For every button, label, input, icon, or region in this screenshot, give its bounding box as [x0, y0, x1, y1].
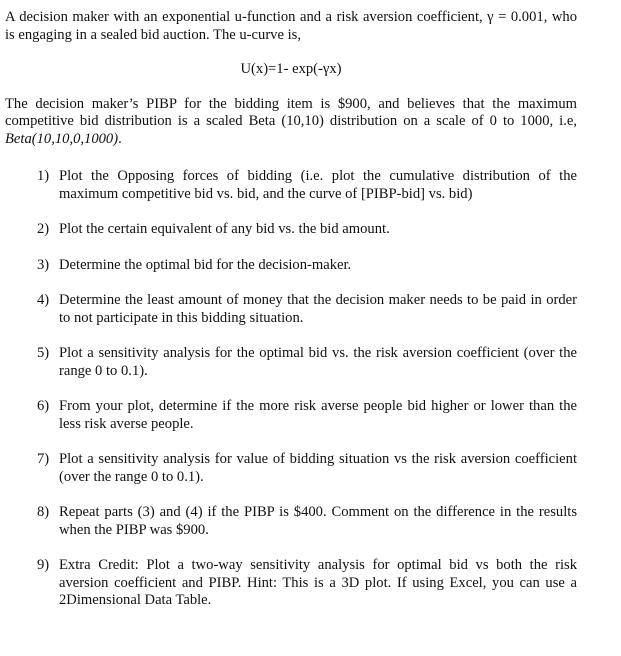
- question-item: [5, 504, 577, 539]
- question-text: From your plot, determine if the more risk averse people bid higher or lower than the less risk averse people.: [59, 398, 577, 432]
- question-item: [5, 257, 577, 275]
- question-text: Plot a sensitivity analysis for the optimal bid vs. the risk aversion coefficient (over the range 0 to 0.1).: [59, 345, 577, 379]
- intro-paragraph: [5, 9, 577, 44]
- question-item: [5, 451, 577, 486]
- document-page: [5, 9, 577, 628]
- question-text: Extra Credit: Plot a two-way sensitivity analysis for optimal bid vs both the risk aversion coefficient and PIBP. Hint: This is a 3D plot. If using Excel, you can use a 2Dimensional Data Table.: [59, 557, 577, 608]
- question-text: Plot the certain equivalent of any bid vs. the bid amount.: [59, 221, 390, 237]
- question-text: Plot the Opposing forces of bidding (i.e. plot the cumulative distribution of the maximum competitive bid vs. bid, and the curve of [PIBP-bid] vs. bid): [59, 168, 577, 202]
- question-item: [5, 557, 577, 610]
- question-number: 6): [37, 398, 50, 414]
- gamma-value: γ = 0.001: [487, 9, 544, 25]
- question-list: [5, 168, 577, 610]
- question-text: Repeat parts (3) and (4) if the PIBP is $400. Comment on the difference in the results when the PIBP was $900.: [59, 504, 577, 538]
- question-number: 2): [37, 221, 50, 237]
- question-number: 5): [37, 345, 50, 361]
- question-number: 3): [37, 256, 50, 273]
- question-text: Plot a sensitivity analysis for value of bidding situation vs the risk aversion coefficient (over the range 0 to 0.1).: [59, 451, 577, 485]
- question-item: [5, 168, 577, 203]
- question-text: Determine the optimal bid for the decision-maker.: [59, 256, 352, 273]
- question-number: 4): [37, 292, 50, 308]
- intro-text-b: , who is engaging in a sealed bid auction. The u-curve is,: [5, 9, 577, 43]
- question-item: [5, 345, 577, 380]
- intro-text-a: A decision maker with an exponential u-function and a risk aversion coefficient,: [5, 9, 488, 25]
- question-number: 8): [37, 504, 50, 520]
- pibp-text-a: The decision maker’s PIBP for the bidding item is $900, and believes that the maximum competitive bid distribution is a scaled Beta (10,10) distribution on a scale of 0 to 1000, i.e,: [5, 95, 577, 129]
- question-number: 9): [37, 557, 50, 573]
- pibp-paragraph: [5, 96, 577, 149]
- question-text: Determine the least amount of money that the decision maker needs to be paid in order to not participate in this bidding situation.: [59, 292, 577, 326]
- pibp-text-b: .: [118, 130, 122, 147]
- question-number: 7): [37, 451, 50, 467]
- question-item: [5, 292, 577, 327]
- question-item: [5, 398, 577, 433]
- question-item: [5, 221, 577, 239]
- question-number: 1): [37, 168, 50, 184]
- utility-formula: U(x)=1- exp(-γx): [240, 61, 342, 77]
- beta-notation: Beta(10,10,0,1000): [5, 130, 119, 147]
